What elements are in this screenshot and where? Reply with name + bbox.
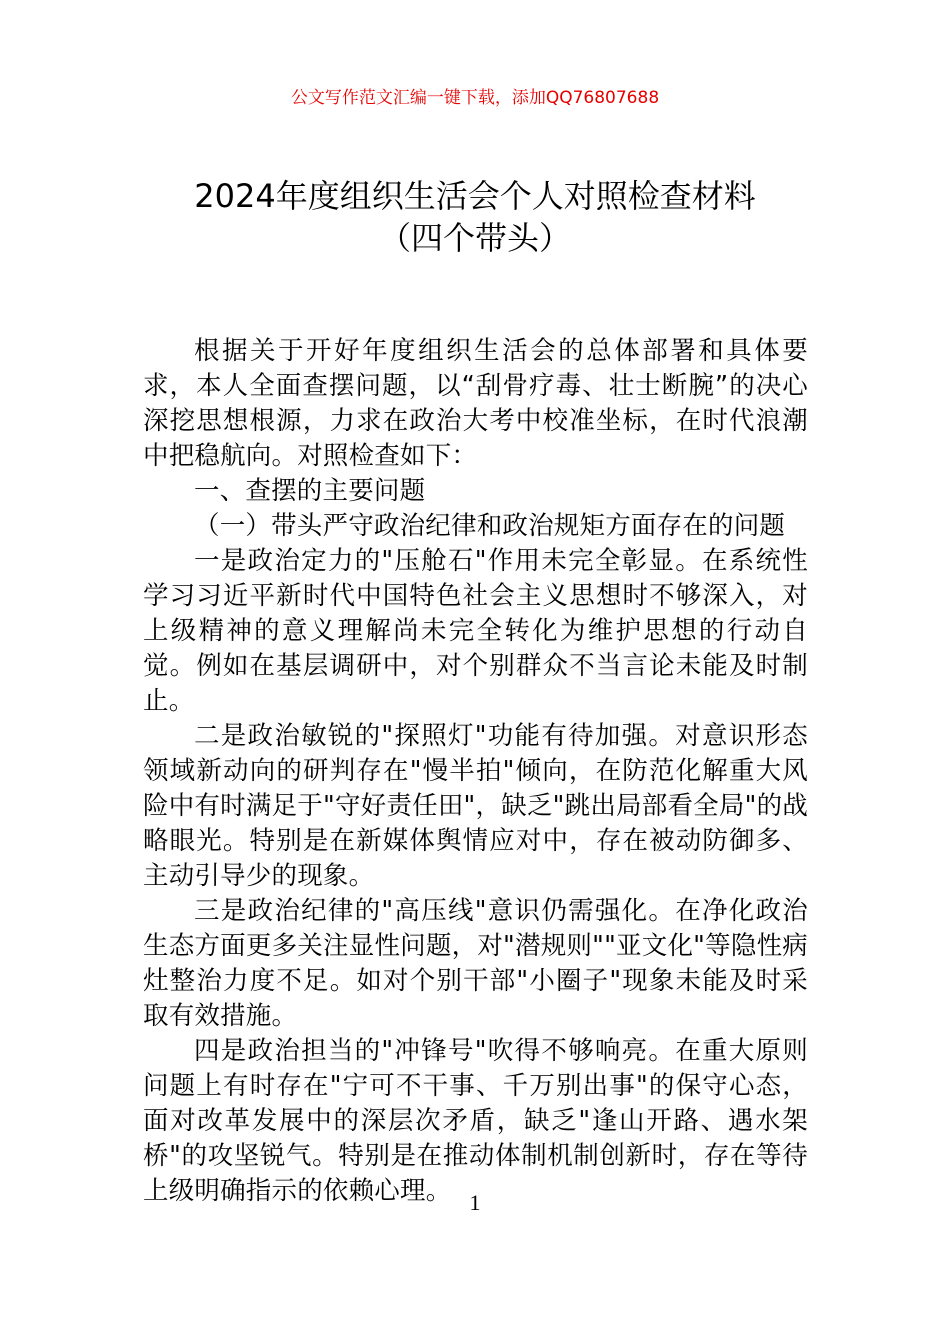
subsection-heading: （一）带头严守政治纪律和政治规矩方面存在的问题 [194,511,786,541]
download-banner[interactable]: 公文写作范文汇编一键下载，添加QQ76807688 [290,88,660,108]
paragraph-item-2: 二是政治敏锐的"探照灯"功能有待加强。对意识形态领域新动向的研判存在"慢半拍"倾向，在防范化解重大风险中有时满足于"守好责任田"，缺乏"跳出局部看全局"的战略眼光。特别是在新媒体舆情应对中，存在被动防御多、主动引导少的现象。 [143,721,808,891]
intro-paragraph: 根据关于开好年度组织生活会的总体部署和具体要求，本人全面查摆问题，以“刮骨疗毒、壮士断腕”的决心深挖思想根源，力求在政治大考中校准坐标，在时代浪潮中把稳航向。对照检查如下： [143,336,808,471]
paragraph-item-1: 一是政治定力的"压舱石"作用未完全彰显。在系统性学习习近平新时代中国特色社会主义思想时不够深入，对上级精神的意义理解尚未完全转化为维护思想的行动自觉。例如在基层调研中，对个别群众不当言论未能及时制止。 [143,546,808,716]
section-heading: 一、查摆的主要问题 [194,476,426,506]
paragraph-item-3: 三是政治纪律的"高压线"意识仍需强化。在净化政治生态方面更多关注显性问题，对"潜规则""亚文化"等隐性病灶整治力度不足。如对个别干部"小圈子"现象未能及时采取有效措施。 [143,896,808,1031]
document-subtitle: （四个带头） [378,219,571,257]
document-title: 2024年度组织生活会个人对照检查材料 [194,177,756,215]
document-body [143,334,808,1209]
page-number: 1 [469,1190,481,1215]
paragraph-item-4: 四是政治担当的"冲锋号"吹得不够响亮。在重大原则问题上有时存在"宁可不干事、千万别出事"的保守心态，面对改革发展中的深层次矛盾，缺乏"逢山开路、遇水架桥"的攻坚锐气。特别是在推动体制机制创新时，存在等待上级明确指示的依赖心理。 [143,1036,808,1206]
